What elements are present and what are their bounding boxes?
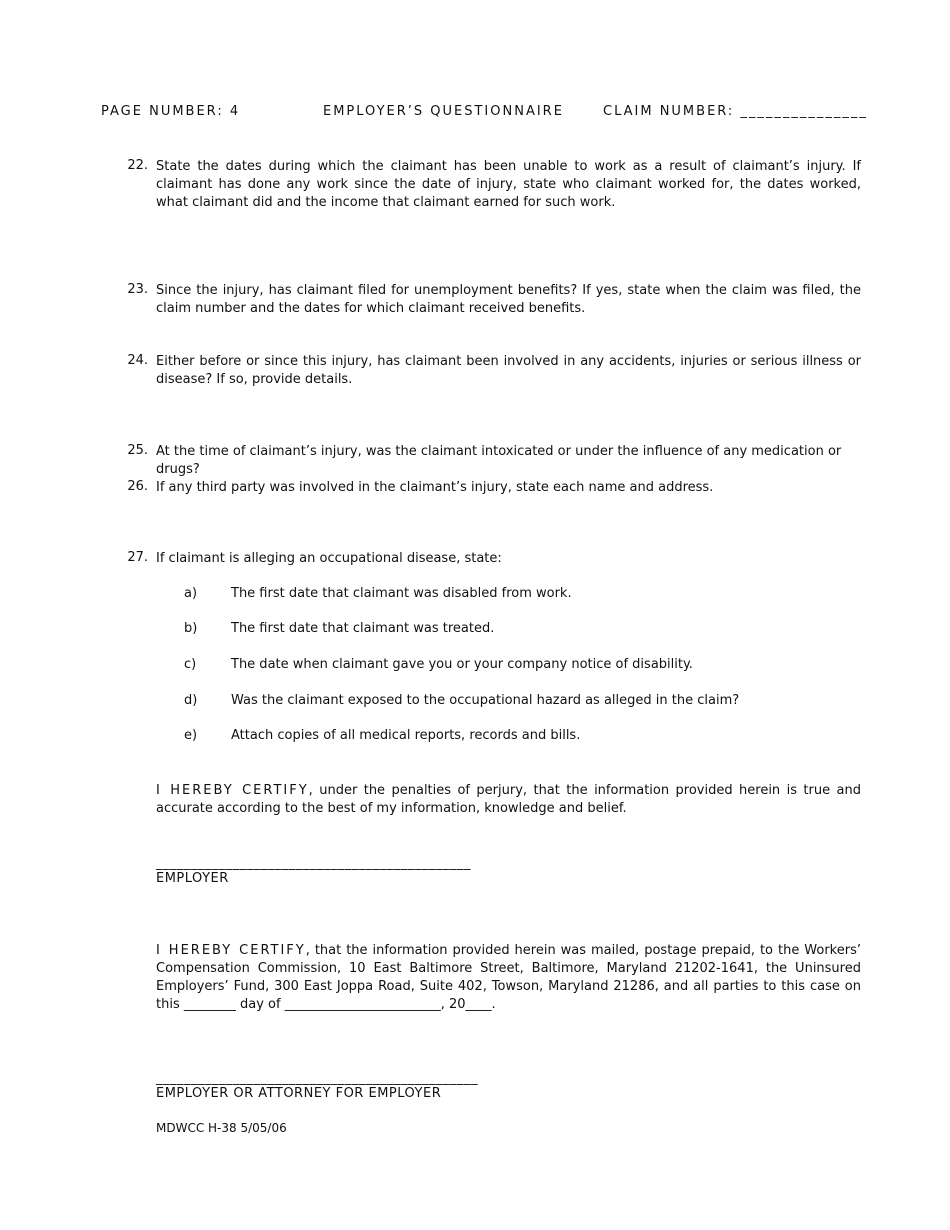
subitem-text: Attach copies of all medical reports, records and bills. bbox=[231, 728, 581, 743]
subitem-text: The date when claimant gave you or your company notice of disability. bbox=[231, 657, 693, 672]
signature-line-employer: _____________________________________________ bbox=[156, 856, 471, 871]
question-text: Either before or since this injury, has claimant been involved in any accidents, injuries or serious illness or disease? If so, provide details. bbox=[156, 354, 861, 387]
question-number: 27. bbox=[127, 550, 148, 565]
question-number: 22. bbox=[127, 158, 148, 173]
question-text: If any third party was involved in the claimant’s injury, state each name and address. bbox=[156, 480, 714, 495]
question-text: If claimant is alleging an occupational disease, state: bbox=[156, 551, 502, 566]
certify-lead: I HEREBY CERTIFY bbox=[156, 783, 309, 798]
signature-label-employer: EMPLOYER bbox=[156, 871, 229, 886]
page-number: PAGE NUMBER: 4 bbox=[101, 104, 241, 119]
certify-lead: I HEREBY CERTIFY bbox=[156, 943, 306, 958]
subitem-letter: c) bbox=[184, 657, 197, 672]
question-text: At the time of claimant’s injury, was the claimant intoxicated or under the influence of any medication or drugs? bbox=[156, 444, 842, 477]
question-text: Since the injury, has claimant filed for unemployment benefits? If yes, state when the claim was filed, the claim number and the dates for which claimant received benefits. bbox=[156, 283, 861, 316]
question-text: State the dates during which the claimant has been unable to work as a result of claimant’s injury. If claimant has done any work since the date of injury, state who claimant worked for, the dates worked, what claimant did and the income that claimant earned for such work. bbox=[156, 159, 861, 210]
question-number: 25. bbox=[127, 443, 148, 458]
page-header bbox=[101, 104, 868, 122]
subitem-text: Was the claimant exposed to the occupational hazard as alleged in the claim? bbox=[231, 693, 740, 708]
certify-body: , that the information provided herein was mailed, postage prepaid, to the Workers’ Compensation Commission, 10 East Baltimore Street, Baltimore, Maryland 21202-1641, the Uninsured Employers’ Fund, 300 East Joppa Road, Suite 402, Towson, Maryland 21286, and all parties to this case on this ________ day of ________________________, 20____. bbox=[156, 943, 861, 1012]
form-id: MDWCC H-38 5/05/06 bbox=[156, 1121, 287, 1135]
signature-label-attorney: EMPLOYER OR ATTORNEY FOR EMPLOYER bbox=[156, 1086, 442, 1101]
certify-body: , under the penalties of perjury, that the information provided herein is true and accurate according to the best of my information, knowledge and belief. bbox=[156, 783, 861, 816]
subitem-letter: b) bbox=[184, 621, 198, 636]
subitem-text: The first date that claimant was disabled from work. bbox=[231, 586, 572, 601]
certification-perjury bbox=[156, 782, 861, 818]
certification-mailing bbox=[156, 942, 861, 1014]
claim-number: CLAIM NUMBER: _______________ bbox=[603, 104, 868, 119]
signature-line-attorney: ______________________________________________ bbox=[156, 1071, 478, 1086]
question-number: 26. bbox=[127, 479, 148, 494]
subitem-text: The first date that claimant was treated. bbox=[231, 621, 495, 636]
question-number: 23. bbox=[127, 282, 148, 297]
subitem-letter: d) bbox=[184, 693, 198, 708]
subitem-letter: a) bbox=[184, 586, 198, 601]
question-number: 24. bbox=[127, 353, 148, 368]
page-title: EMPLOYER’S QUESTIONNAIRE bbox=[323, 104, 564, 119]
subitem-letter: e) bbox=[184, 728, 198, 743]
